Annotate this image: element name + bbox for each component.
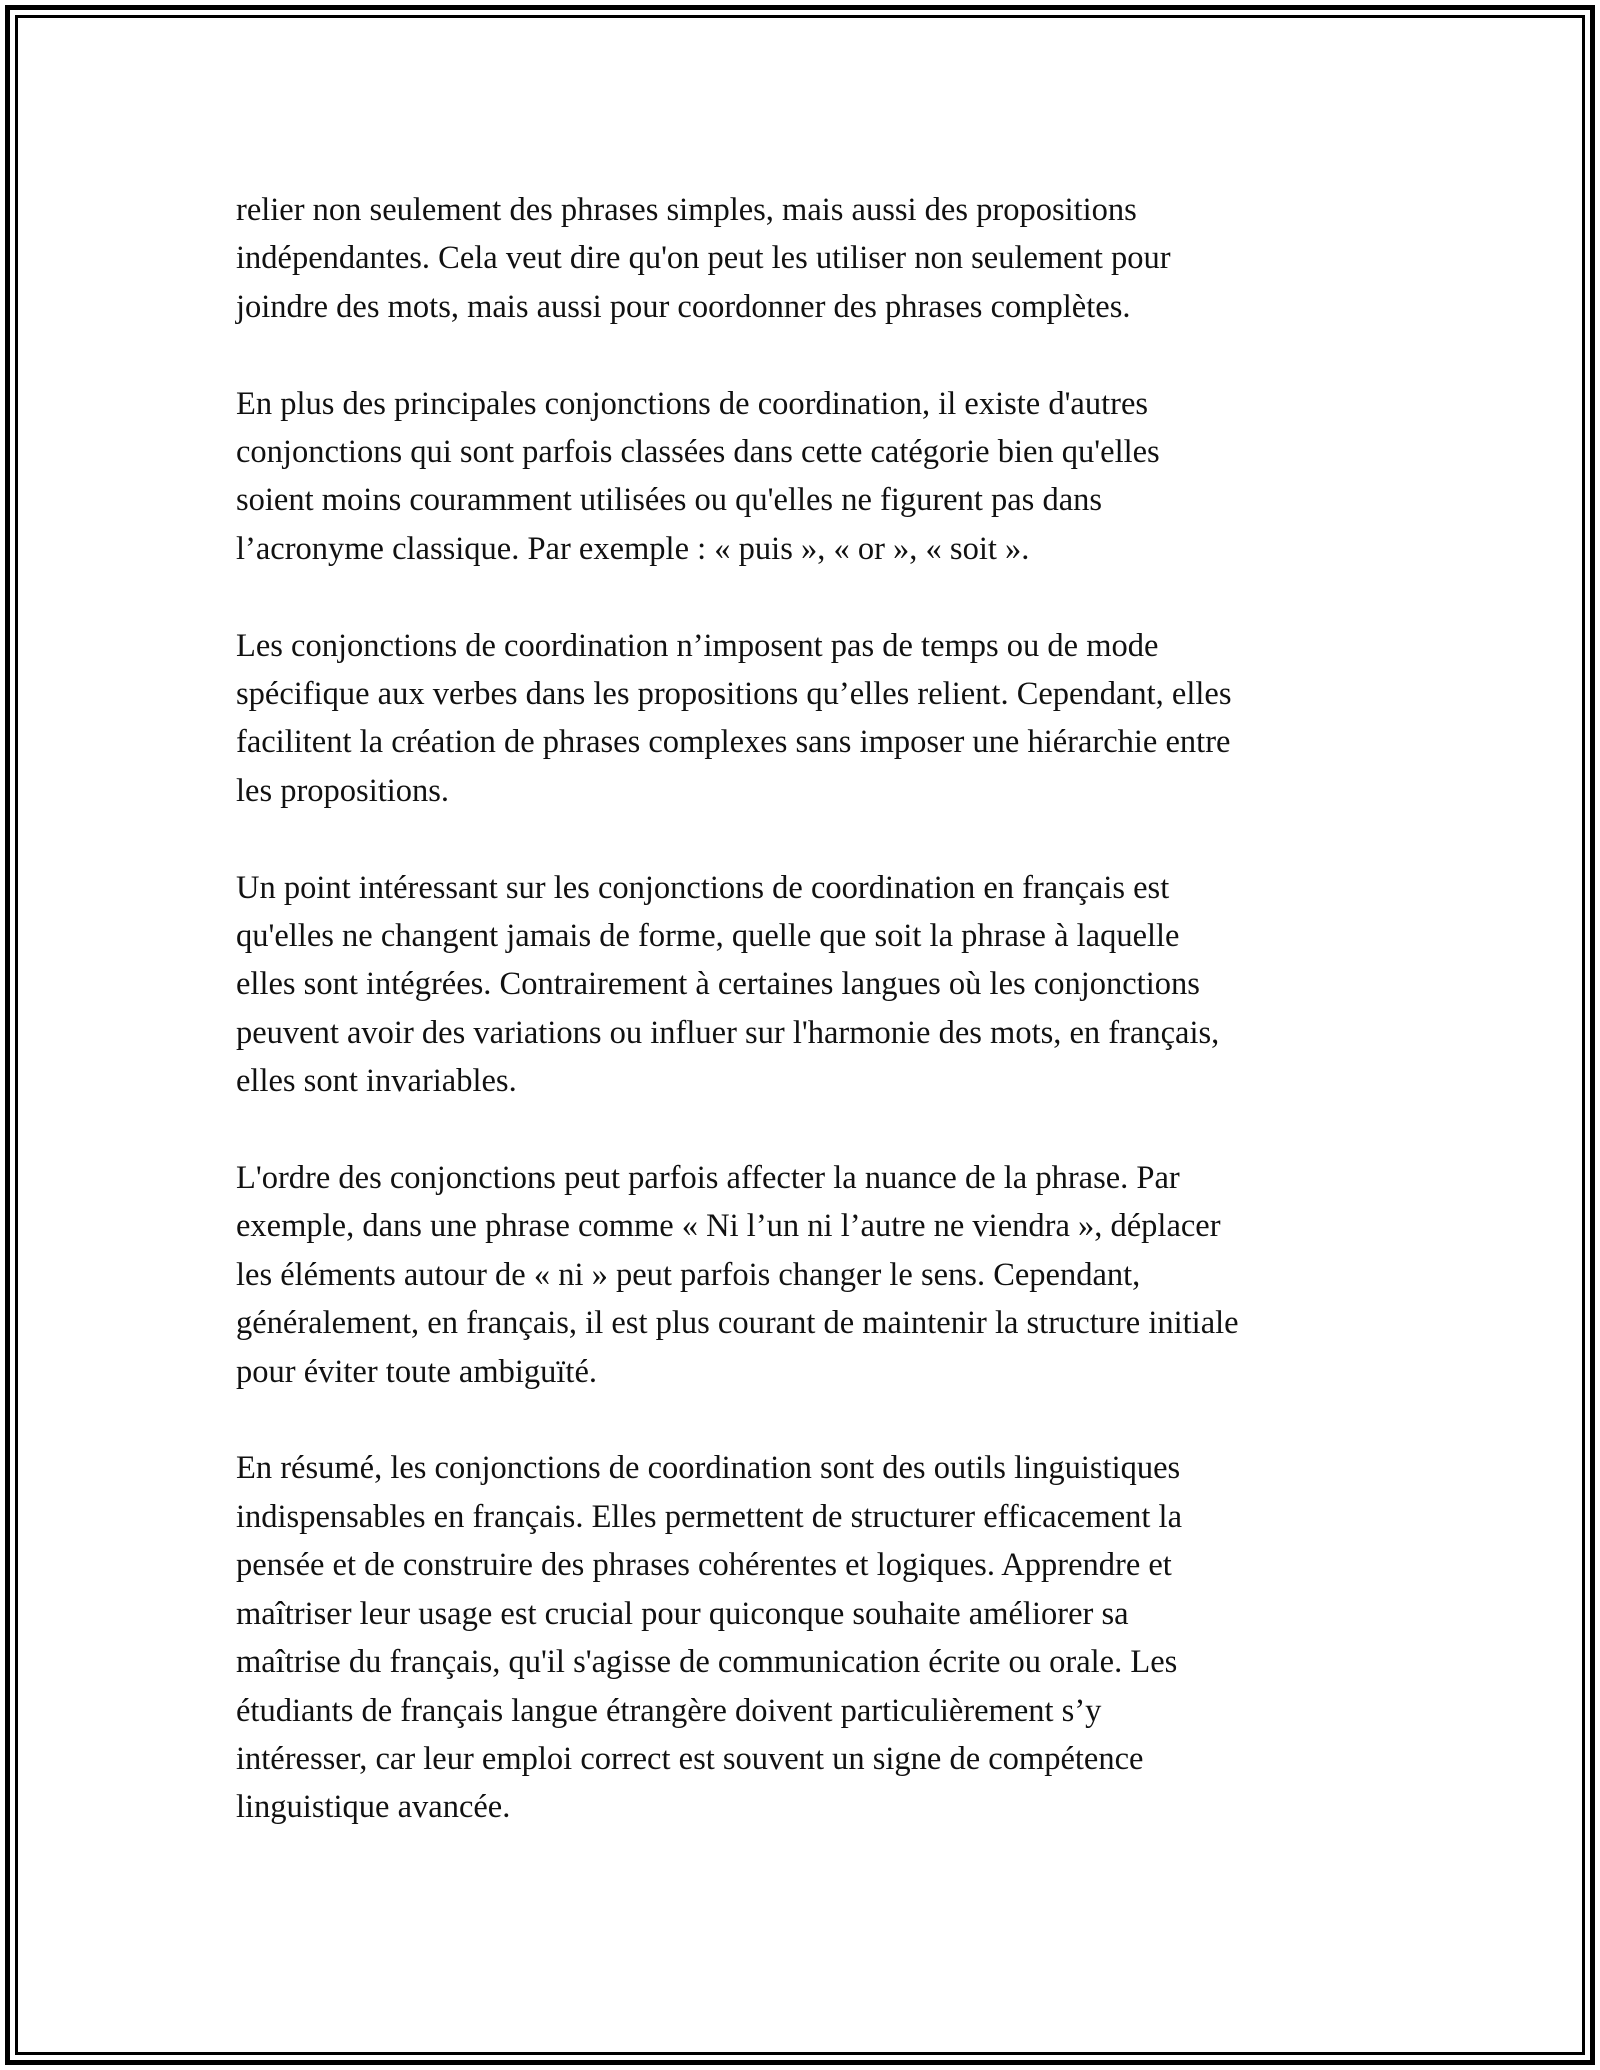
text-line: généralement, en français, il est plus courant de maintenir la structure initiale — [236, 1305, 1239, 1342]
text-line: En plus des principales conjonctions de coordination, il existe d'autres — [236, 385, 1149, 422]
text-line: exemple, dans une phrase comme « Ni l’un ni l’autre ne viendra », déplacer — [236, 1208, 1221, 1245]
paragraph — [236, 380, 1396, 574]
text-line: l’acronyme classique. Par exemple : « puis », « or », « soit ». — [236, 530, 1030, 567]
text-line: indépendantes. Cela veut dire qu'on peut les utiliser non seulement pour — [236, 240, 1171, 277]
text-line: intéresser, car leur emploi correct est souvent un signe de compétence — [236, 1740, 1144, 1777]
text-line: En résumé, les conjonctions de coordination sont des outils linguistiques — [236, 1450, 1181, 1487]
text-line: les propositions. — [236, 772, 450, 809]
paragraph — [236, 1154, 1396, 1396]
text-line: spécifique aux verbes dans les propositions qu’elles relient. Cependant, elles — [236, 676, 1232, 713]
text-line: elles sont invariables. — [236, 1063, 517, 1100]
text-line: elles sont intégrées. Contrairement à certaines langues où les conjonctions — [236, 966, 1200, 1003]
text-line: linguistique avancée. — [236, 1789, 511, 1826]
text-line: maîtrise du français, qu'il s'agisse de communication écrite ou orale. Les — [236, 1644, 1178, 1681]
text-line: Les conjonctions de coordination n’imposent pas de temps ou de mode — [236, 627, 1159, 664]
text-line: pour éviter toute ambiguïté. — [236, 1353, 598, 1390]
paragraph — [236, 622, 1396, 816]
text-line: joindre des mots, mais aussi pour coordonner des phrases complètes. — [236, 288, 1131, 325]
text-line: facilitent la création de phrases complexes sans imposer une hiérarchie entre — [236, 724, 1231, 761]
paragraph — [236, 186, 1396, 331]
document-body — [236, 186, 1396, 1880]
text-line: étudiants de français langue étrangère doivent particulièrement s’y — [236, 1692, 1102, 1729]
text-line: peuvent avoir des variations ou influer sur l'harmonie des mots, en français, — [236, 1014, 1220, 1051]
text-line: maîtriser leur usage est crucial pour quiconque souhaite améliorer sa — [236, 1595, 1129, 1632]
paragraph — [236, 864, 1396, 1106]
text-line: conjonctions qui sont parfois classées dans cette catégorie bien qu'elles — [236, 434, 1160, 471]
text-line: Un point intéressant sur les conjonctions de coordination en français est — [236, 869, 1170, 906]
text-line: les éléments autour de « ni » peut parfois changer le sens. Cependant, — [236, 1256, 1141, 1293]
text-line: qu'elles ne changent jamais de forme, quelle que soit la phrase à laquelle — [236, 918, 1180, 955]
text-line: soient moins couramment utilisées ou qu'elles ne figurent pas dans — [236, 482, 1103, 519]
text-line: indispensables en français. Elles permettent de structurer efficacement la — [236, 1498, 1183, 1535]
text-line: L'ordre des conjonctions peut parfois affecter la nuance de la phrase. Par — [236, 1160, 1180, 1197]
text-line: relier non seulement des phrases simples, mais aussi des propositions — [236, 192, 1137, 228]
text-line: pensée et de construire des phrases cohérentes et logiques. Apprendre et — [236, 1547, 1172, 1584]
paragraph — [236, 1444, 1396, 1831]
